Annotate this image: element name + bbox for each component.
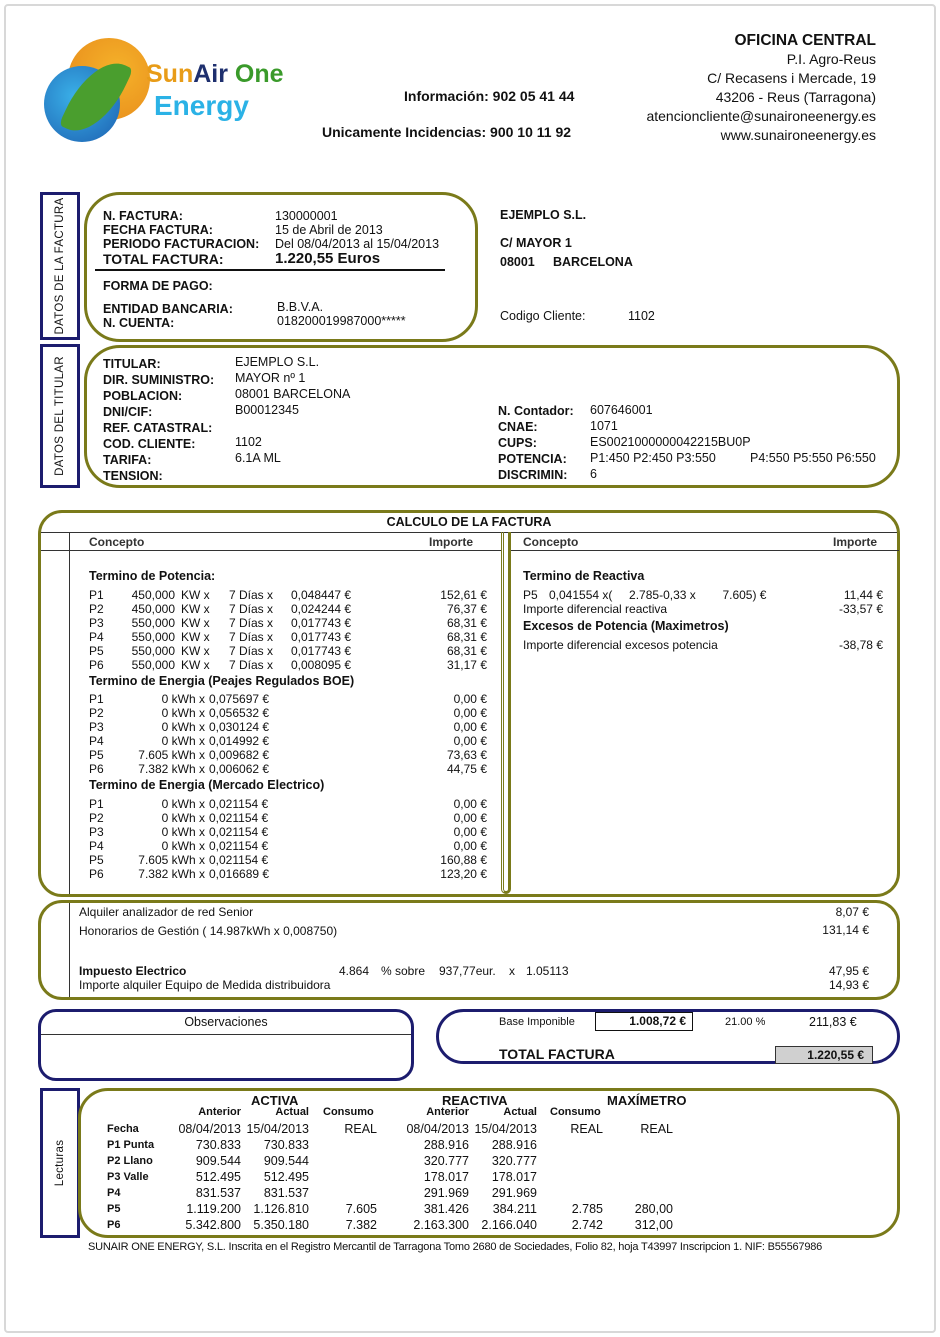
bank-name: B.B.V.A.	[277, 300, 324, 314]
company-logo	[42, 38, 332, 148]
invoice-side-label: DATOS DE LA FACTURA	[40, 192, 80, 340]
calculation-title: CALCULO DE LA FACTURA	[386, 515, 552, 529]
readings-side-label: Lecturas	[40, 1088, 80, 1238]
recipient-city: BARCELONA	[553, 255, 633, 269]
extras-box: Alquiler analizador de red Senior 8,07 € Honorarios de Gestión ( 14.987kWh x 0,008750) 131,14 € Impuesto Electrico 4.864 % sobre 937,77eur. x 1.05113 47,95 € Importe alquiler Equipo de Medida distribuidora 14,93 €	[38, 900, 900, 1000]
totals-box: Base Imponible 1.008,72 € 21.00 % 211,83 € TOTAL FACTURA 1.220,55 €	[436, 1009, 900, 1064]
office-website[interactable]: www.sunaironeenergy.es	[720, 127, 876, 143]
taxable-base: 1.008,72 €	[595, 1012, 693, 1031]
section-reactiva: Termino de Reactiva	[523, 569, 645, 583]
recipient-name: EJEMPLO S.L.	[500, 208, 587, 222]
invoice-number: 130000001	[275, 209, 338, 223]
section-mercado: Termino de Energia (Mercado Electrico)	[89, 778, 325, 792]
holder-data-box: TITULAR: EJEMPLO S.L. DIR. SUMINISTRO: MAYOR nº 1 POBLACION: 08001 BARCELONA DNI/CIF: B00012345 REF. CATASTRAL: COD. CLIENTE: 1102 TARIFA: 6.1A ML TENSION: N. Contador: 607646001 CNAE: 1071 CUPS: ES0021000000042215BU0P POTENCIA: P1:450 P2:450 P3:550 P4:550 P5:550 P6:550 DISCRIMIN: 6	[84, 345, 900, 488]
vat-amount: 211,83 €	[809, 1015, 857, 1029]
office-email[interactable]: atencioncliente@sunaironeenergy.es	[646, 108, 876, 124]
section-excesos: Excesos de Potencia (Maximetros)	[523, 619, 729, 633]
office-address	[646, 31, 876, 145]
invoice-date: 15 de Abril de 2013	[275, 223, 383, 237]
client-code: 1102	[628, 309, 655, 323]
observations-box	[38, 1009, 414, 1081]
section-potencia: Termino de Potencia:	[89, 569, 216, 583]
invoice-data-box: N. FACTURA: 130000001 FECHA FACTURA: 15 de Abril de 2013 PERIODO FACTURACION: Del 08/04/2013 al 15/04/2013 TOTAL FACTURA: 1.220,55 Euros FORMA DE PAGO: ENTIDAD BANCARIA: B.B.V.A. N. CUENTA: 018200019987000*****	[84, 192, 478, 342]
office-title: OFICINA CENTRAL	[734, 32, 876, 49]
grand-total: 1.220,55 €	[775, 1046, 873, 1064]
account-number: 018200019987000*****	[277, 314, 406, 328]
meter-number: 607646001	[590, 403, 653, 417]
logo-text-line2: Energy	[154, 90, 249, 121]
recipient-postcode: 08001	[500, 255, 535, 269]
office-line: P.I. Agro-Reus	[786, 51, 876, 67]
incidents-phone: Unicamente Incidencias: 900 10 11 92	[322, 124, 572, 140]
column-divider	[501, 532, 511, 894]
office-line: 43206 - Reus (Tarragona)	[715, 89, 876, 105]
office-line: C/ Recasens i Mercade, 19	[707, 70, 876, 86]
info-phone: Información: 902 05 41 44	[404, 88, 575, 104]
readings-box: ACTIVA REACTIVA MAXÍMETRO Anterior Actual Consumo Anterior Actual Consumo Fecha 08/04/2013 15/04/2013 REAL 08/04/2013 15/04/2013 REAL REAL P1 Punta 730.833 730.833 288.916 288.916 P2 Llano 909.544 909.544 320.777 320.777 P3 Valle 512.495 512.495 178.017 178.017 P4 831.537 831.537 291.969 291.969 P5 1.119.200 1.126.810 7.605 381.426 384.211 2.785 280,00 P6 5.342.800 5.350.180 7.382 2.163.300 2.166.040 2.742 312,00	[78, 1088, 900, 1238]
holder-side-label: DATOS DEL TITULAR	[40, 344, 80, 488]
invoice-total: 1.220,55 Euros	[275, 250, 381, 267]
observations-title: Observaciones	[184, 1015, 268, 1029]
logo-text-line1: SunAir One	[146, 60, 284, 88]
calculation-box: CALCULO DE LA FACTURA Concepto Importe Concepto Importe Termino de Potencia: P1 450,000 KW x 7 Días x 0,048447 € 152,61 € P2 450,000 KW x 7 Días x 0,024244 € 76,37 € P3 550,000 KW x 7 Días x 0,017743 € 68,31 € P4 550,000 KW x 7 Días x 0,017743 € 68,31 € P5 550,000 KW x 7 Días x 0,017743 € 68,31 € P6 550,000 KW x 7 Días x 0,008095 € 31,17 € Termino de Energia (Peajes Regulados BOE) P1 0 kWh x 0,075697 € 0,00 € P2 0 kWh x 0,056532 € 0,00 € P3 0 kWh x 0,030124 € 0,00 € P4 0 kWh x 0,014992 € 0,00 € P5 7.605 kWh x 0,009682 € 73,63 € P6 7.382 kWh x 0,006062 € 44,75 € Termino de Energia (Mercado Electrico) P1 0 kWh x 0,021154 € 0,00 € P2 0 kWh x 0,021154 € 0,00 € P3 0 kWh x 0,021154 € 0,00 € P4 0 kWh x 0,021154 € 0,00 € P5 7.605 kWh x 0,021154 € 160,88 € P6 7.382 kWh x 0,016689 € 123,20 € Termino de Reactiva P5 0,041554 x( 2.785-0,33 x 7.605) € 11,44 € Importe diferencial reactiva -33,57 € Excesos de Potencia (Maximetros) Importe diferencial excesos potencia -38,78 €	[38, 510, 900, 897]
legal-footer: SUNAIR ONE ENERGY, S.L. Inscrita en el Registro Mercantil de Tarragona Tomo 2680 de Sociedades, Folio 82, hoja T43997 Inscripcion 1. NIF: B55567986	[88, 1241, 823, 1253]
divider	[95, 269, 445, 271]
cups-code: ES0021000000042215BU0P	[590, 435, 751, 449]
recipient-address: EJEMPLO S.L. C/ MAYOR 1 08001 BARCELONA Codigo Cliente: 1102	[500, 208, 655, 323]
section-peajes: Termino de Energia (Peajes Regulados BOE)	[89, 674, 355, 688]
billing-period: Del 08/04/2013 al 15/04/2013	[275, 237, 440, 251]
recipient-street: C/ MAYOR 1	[500, 236, 572, 250]
